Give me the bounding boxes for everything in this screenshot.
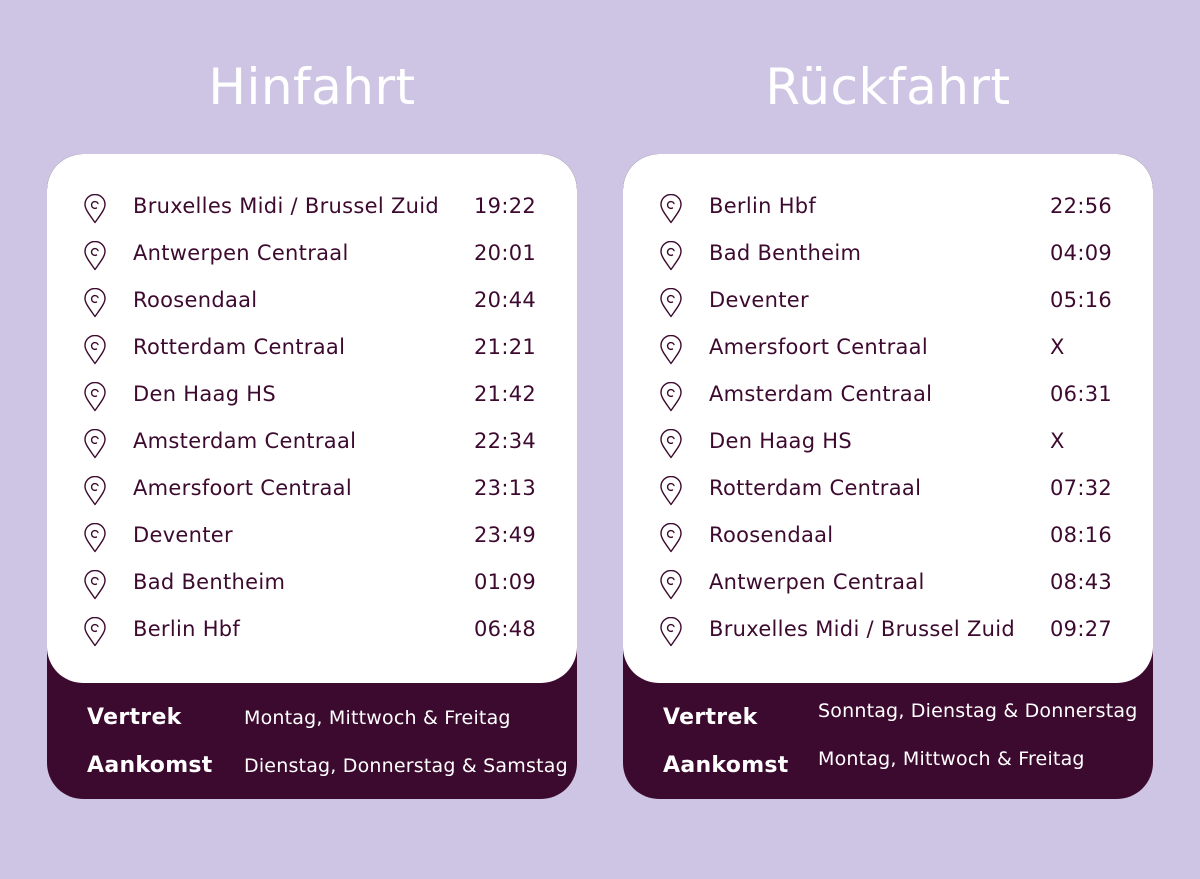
return-stop-list: [623, 154, 1153, 683]
stop-name: Deventer: [133, 523, 233, 547]
stop-time: 08:43: [1050, 570, 1113, 594]
location-pin-icon: [659, 476, 683, 506]
stop-row: [623, 419, 1153, 466]
location-pin-icon: [659, 429, 683, 459]
stop-row: [47, 607, 577, 654]
stop-row: [47, 372, 577, 419]
location-pin-icon: [83, 382, 107, 412]
location-pin-icon: [83, 288, 107, 318]
stop-row: [47, 419, 577, 466]
location-pin-icon: [659, 241, 683, 271]
departure-label: Vertrek: [663, 705, 758, 730]
stop-row: [623, 372, 1153, 419]
location-pin-icon: [659, 382, 683, 412]
stop-time: 23:49: [474, 523, 537, 547]
stop-time: 04:09: [1050, 241, 1113, 265]
arrival-days: Montag, Mittwoch & Freitag: [818, 748, 1085, 770]
stop-name: Den Haag HS: [133, 382, 277, 406]
location-pin-icon: [83, 194, 107, 224]
location-pin-icon: [659, 523, 683, 553]
return-title: Rückfahrt: [765, 58, 1011, 116]
stop-row: [623, 560, 1153, 607]
stop-time: 20:44: [474, 288, 537, 312]
outbound-card: [47, 154, 577, 799]
stop-name: Amersfoort Centraal: [133, 476, 352, 500]
stop-time: 22:56: [1050, 194, 1113, 218]
stop-name: Roosendaal: [709, 523, 834, 547]
location-pin-icon: [83, 523, 107, 553]
departure-label: Vertrek: [87, 705, 182, 730]
location-pin-icon: [659, 617, 683, 647]
arrival-label: Aankomst: [87, 753, 213, 778]
stop-row: [623, 607, 1153, 654]
stop-time: 01:09: [474, 570, 537, 594]
stop-name: Roosendaal: [133, 288, 258, 312]
stop-name: Antwerpen Centraal: [133, 241, 349, 265]
location-pin-icon: [659, 288, 683, 318]
stop-row: [47, 325, 577, 372]
stop-name: Amsterdam Centraal: [133, 429, 357, 453]
stop-name: Rotterdam Centraal: [133, 335, 346, 359]
location-pin-icon: [83, 617, 107, 647]
stop-time: 21:42: [474, 382, 537, 406]
stop-time: X: [1050, 335, 1065, 359]
stop-time: X: [1050, 429, 1065, 453]
stop-time: 07:32: [1050, 476, 1113, 500]
stop-row: [623, 184, 1153, 231]
stop-name: Deventer: [709, 288, 809, 312]
stop-row: [47, 560, 577, 607]
location-pin-icon: [83, 476, 107, 506]
stop-row: [623, 513, 1153, 560]
stop-name: Bad Bentheim: [709, 241, 862, 265]
stop-time: 05:16: [1050, 288, 1113, 312]
return-card: [623, 154, 1153, 799]
stop-name: Berlin Hbf: [133, 617, 241, 641]
stop-name: Den Haag HS: [709, 429, 853, 453]
outbound-stop-list: [47, 154, 577, 683]
location-pin-icon: [83, 570, 107, 600]
stop-time: 20:01: [474, 241, 537, 265]
location-pin-icon: [659, 570, 683, 600]
location-pin-icon: [659, 194, 683, 224]
location-pin-icon: [83, 241, 107, 271]
stop-row: [623, 325, 1153, 372]
stop-time: 08:16: [1050, 523, 1113, 547]
departure-days: Montag, Mittwoch & Freitag: [244, 707, 511, 729]
stop-name: Bruxelles Midi / Brussel Zuid: [709, 617, 1016, 641]
location-pin-icon: [83, 335, 107, 365]
departure-days: Sonntag, Dienstag & Donnerstag: [818, 700, 1138, 722]
stop-row: [623, 278, 1153, 325]
location-pin-icon: [83, 429, 107, 459]
stop-row: [623, 231, 1153, 278]
stop-name: Bruxelles Midi / Brussel Zuid: [133, 194, 440, 218]
stop-time: 09:27: [1050, 617, 1113, 641]
location-pin-icon: [659, 335, 683, 365]
arrival-days: Dienstag, Donnerstag & Samstag: [244, 755, 568, 777]
stop-name: Antwerpen Centraal: [709, 570, 925, 594]
stop-name: Amersfoort Centraal: [709, 335, 928, 359]
stop-row: [47, 184, 577, 231]
stop-row: [47, 466, 577, 513]
stop-name: Rotterdam Centraal: [709, 476, 922, 500]
stop-row: [47, 231, 577, 278]
stop-time: 06:31: [1050, 382, 1113, 406]
stop-time: 19:22: [474, 194, 537, 218]
stop-name: Berlin Hbf: [709, 194, 817, 218]
stop-row: [47, 278, 577, 325]
stop-row: [47, 513, 577, 560]
arrival-label: Aankomst: [663, 753, 789, 778]
stop-time: 21:21: [474, 335, 537, 359]
stop-time: 23:13: [474, 476, 537, 500]
outbound-title: Hinfahrt: [208, 58, 416, 116]
stop-row: [623, 466, 1153, 513]
stop-name: Bad Bentheim: [133, 570, 286, 594]
stop-time: 06:48: [474, 617, 537, 641]
stop-time: 22:34: [474, 429, 537, 453]
stop-name: Amsterdam Centraal: [709, 382, 933, 406]
